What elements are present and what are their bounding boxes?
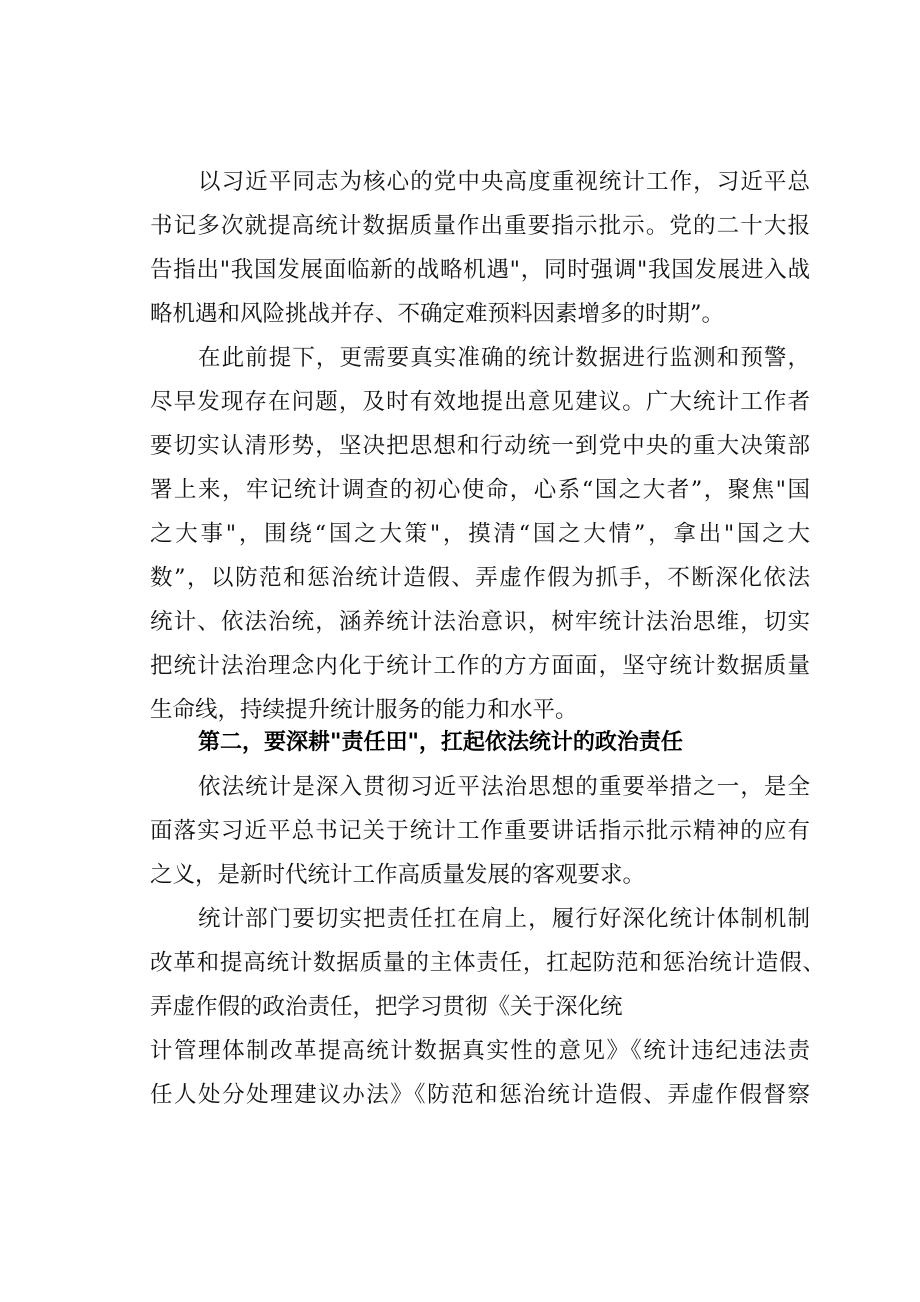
paragraph-3-line-1: 依法统计是深入贯彻习近平法治思想的重要举措之一，是全 bbox=[198, 774, 810, 800]
paragraph-2-line-2: 尽早发现存在问题，及时有效地提出意见建议。广大统计工作者 bbox=[150, 389, 810, 415]
paragraph-2-line-3: 要切实认清形势，坚决把思想和行动统一到党中央的重大决策部 bbox=[150, 433, 810, 459]
paragraph-2-line-7: 统计、依法治统，涵养统计法治意识，树牢统计法治思维，切实 bbox=[150, 609, 810, 635]
paragraph-2-line-9: 生命线，持续提升统计服务的能力和水平。 bbox=[150, 697, 578, 723]
paragraph-4-line-4: 计管理体制改革提高统计数据真实性的意见》《统计违纪违法责 bbox=[150, 1038, 810, 1064]
section-heading: 第二，要深耕"责任田"，扛起依法统计的政治责任 bbox=[198, 730, 683, 755]
paragraph-2-line-5: 之大事"，围绕“国之大策"，摸清“国之大情”，拿出"国之大 bbox=[150, 521, 810, 547]
paragraph-1-line-4: 略机遇和风险挑战并存、不确定难预料因素增多的时期”。 bbox=[150, 301, 725, 327]
paragraph-2-line-8: 把统计法治理念内化于统计工作的方方面面，坚守统计数据质量 bbox=[150, 653, 810, 679]
paragraph-4-line-3: 弄虚作假的政治责任，把学习贯彻《关于深化统 bbox=[150, 994, 623, 1020]
paragraph-4-line-5: 任人处分处理建议办法》《防范和惩治统计造假、弄虚作假督察 bbox=[150, 1082, 810, 1108]
paragraph-2-line-4: 署上来，牢记统计调查的初心使命，心系“国之大者”，聚焦"国 bbox=[150, 477, 810, 503]
paragraph-1-line-2: 书记多次就提高统计数据质量作出重要指示批示。党的二十大报 bbox=[150, 213, 810, 239]
paragraph-1-line-3: 告指出"我国发展面临新的战略机遇"，同时强调"我国发展进入战 bbox=[150, 257, 810, 283]
paragraph-2-line-6: 数”，以防范和惩治统计造假、弄虚作假为抓手，不断深化依法 bbox=[150, 565, 810, 591]
paragraph-4-line-1: 统计部门要切实把责任扛在肩上，履行好深化统计体制机制 bbox=[198, 906, 810, 932]
paragraph-1-line-1: 以习近平同志为核心的党中央高度重视统计工作，习近平总 bbox=[198, 169, 810, 195]
paragraph-3-line-3: 之义，是新时代统计工作高质量发展的客观要求。 bbox=[150, 862, 646, 888]
paragraph-4-line-2: 改革和提高统计数据质量的主体责任，扛起防范和惩治统计造假、 bbox=[150, 950, 825, 976]
paragraph-2-line-1: 在此前提下，更需要真实准确的统计数据进行监测和预警， bbox=[198, 345, 810, 371]
paragraph-3-line-2: 面落实习近平总书记关于统计工作重要讲话指示批示精神的应有 bbox=[150, 818, 810, 844]
